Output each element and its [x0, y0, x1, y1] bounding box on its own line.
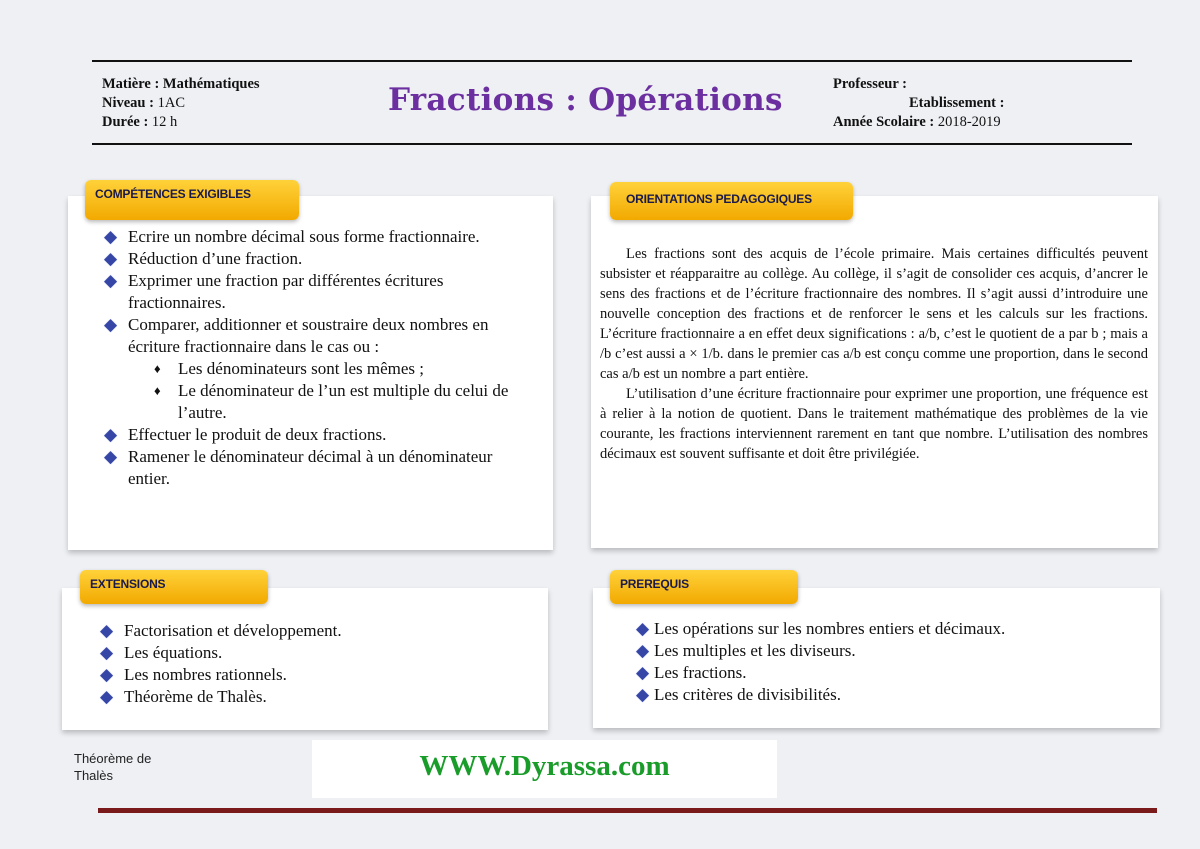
- list-item: ◆ Factorisation et développement.: [100, 621, 342, 640]
- header-bottom-rule: [92, 143, 1132, 145]
- header-school-info: [833, 75, 1004, 132]
- diamond-bullet-icon: ◆: [636, 685, 650, 704]
- header-course-info: [102, 75, 260, 132]
- prerequis-list: [636, 618, 1136, 706]
- diamond-bullet-icon: ◆: [104, 425, 118, 444]
- footer-note-line-1: Théorème de: [74, 751, 152, 766]
- header-top-rule: [92, 60, 1132, 62]
- annee-value: 2018-2019: [937, 114, 1001, 130]
- duree-label: Durée :: [102, 114, 149, 130]
- list-item: ◆ Les critères de divisibilités.: [636, 685, 841, 704]
- extensions-tab: EXTENSIONS: [80, 570, 268, 604]
- list-item: ♦ Le dénominateur de l’un est multiple du celui de l’autre.: [154, 381, 509, 422]
- footer-note: [74, 750, 151, 784]
- professeur-label: Professeur :: [833, 76, 907, 92]
- diamond-bullet-icon: ◆: [636, 663, 650, 682]
- list-item: ◆ Les nombres rationnels.: [100, 665, 287, 684]
- duree-value: 12 h: [151, 114, 178, 130]
- list-item: ◆ Exprimer une fraction par différentes écritures fractionnaires.: [104, 271, 444, 312]
- niveau-value: 1AC: [157, 95, 185, 111]
- etablissement-label: Etablissement :: [909, 95, 1005, 111]
- list-item: ◆ Ramener le dénominateur décimal à un dénominateur entier.: [104, 447, 493, 488]
- list-item: ◆ Les fractions.: [636, 663, 747, 682]
- list-item: ◆ Les opérations sur les nombres entiers et décimaux.: [636, 619, 1006, 638]
- website-banner: [312, 740, 777, 798]
- diamond-bullet-icon: ◆: [100, 643, 114, 662]
- diamond-bullet-icon: ◆: [104, 271, 118, 290]
- diamond-bullet-icon: ◆: [104, 315, 118, 334]
- list-item: ◆ Les équations.: [100, 643, 223, 662]
- diamond-bullet-icon: ◆: [636, 641, 650, 660]
- list-item: ◆ Effectuer le produit de deux fractions.: [104, 425, 387, 444]
- sublist-container: [104, 358, 534, 424]
- list-item: ◆ Les multiples et les diviseurs.: [636, 641, 856, 660]
- diamond-bullet-icon: ◆: [100, 621, 114, 640]
- diamond-bullet-icon: ◆: [104, 447, 118, 466]
- diamond-bullet-icon: ◆: [100, 665, 114, 684]
- orientations-paragraph-2: L’utilisation d’une écriture fractionnaire pour exprimer une proportion, une fréquence est à relier à la notion de quotient. Dans le traitement mathématique des problèmes de la vie courante, les fractions interviennent rarement en tant que nombre. L’utilisation des nombres décimaux est souvent suffisante et doit être privilégiée.: [600, 386, 1148, 462]
- competences-list: [104, 226, 534, 490]
- list-item: ♦ Les dénominateurs sont les mêmes ;: [154, 359, 424, 378]
- matiere-value: Mathématiques: [162, 76, 260, 92]
- diamond-bullet-icon: ◆: [636, 619, 650, 638]
- footer-note-line-2: Thalès: [74, 768, 114, 783]
- diamond-bullet-icon: ◆: [100, 687, 114, 706]
- annee-label: Année Scolaire :: [833, 114, 935, 130]
- website-link[interactable]: WWW.Dyrassa.com: [419, 750, 670, 782]
- page-title: Fractions : Opérations: [388, 82, 783, 118]
- list-item: ◆ Théorème de Thalès.: [100, 687, 267, 706]
- list-item: ◆ Réduction d’une fraction.: [104, 249, 303, 268]
- orientations-tab: ORIENTATIONS PEDAGOGIQUES: [610, 182, 853, 220]
- niveau-label: Niveau :: [102, 95, 154, 111]
- orientations-paragraph-1: Les fractions sont des acquis de l’école primaire. Mais certaines difficultés peuvent subsister et réapparaitre au collège. Au collège, il s’agit de consolider ces acquis, d’ancrer le sens des fractions et de l’écriture fractionnaire des nombres. Il s’agit aussi d’introduire une nouvelle conception des fractions et de renforcer le sens et les calculs sur les fractions. L’écriture fractionnaire a en effet deux significations : a/b, c’est le quotient de a par b ; mais a /b c’est aussi a × 1/b. dans le premier cas a/b est conçu comme une proportion, dans le second cas a/b est un nombre a part entière.: [600, 246, 1148, 382]
- extensions-list: [100, 620, 530, 708]
- small-diamond-icon: ♦: [154, 383, 161, 398]
- list-item: ◆ Ecrire un nombre décimal sous forme fractionnaire.: [104, 227, 480, 246]
- footer-rule: [98, 808, 1157, 813]
- list-item: ◆ Comparer, additionner et soustraire deux nombres en écriture fractionnaire dans le cas ou :: [104, 315, 489, 356]
- matiere-label: Matière :: [102, 76, 160, 92]
- small-diamond-icon: ♦: [154, 361, 161, 376]
- diamond-bullet-icon: ◆: [104, 227, 118, 246]
- competences-sublist: [104, 358, 534, 424]
- diamond-bullet-icon: ◆: [104, 249, 118, 268]
- orientations-text: [600, 244, 1148, 464]
- competences-tab: COMPÉTENCES EXIGIBLES: [85, 180, 299, 220]
- prerequis-tab: PREREQUIS: [610, 570, 798, 604]
